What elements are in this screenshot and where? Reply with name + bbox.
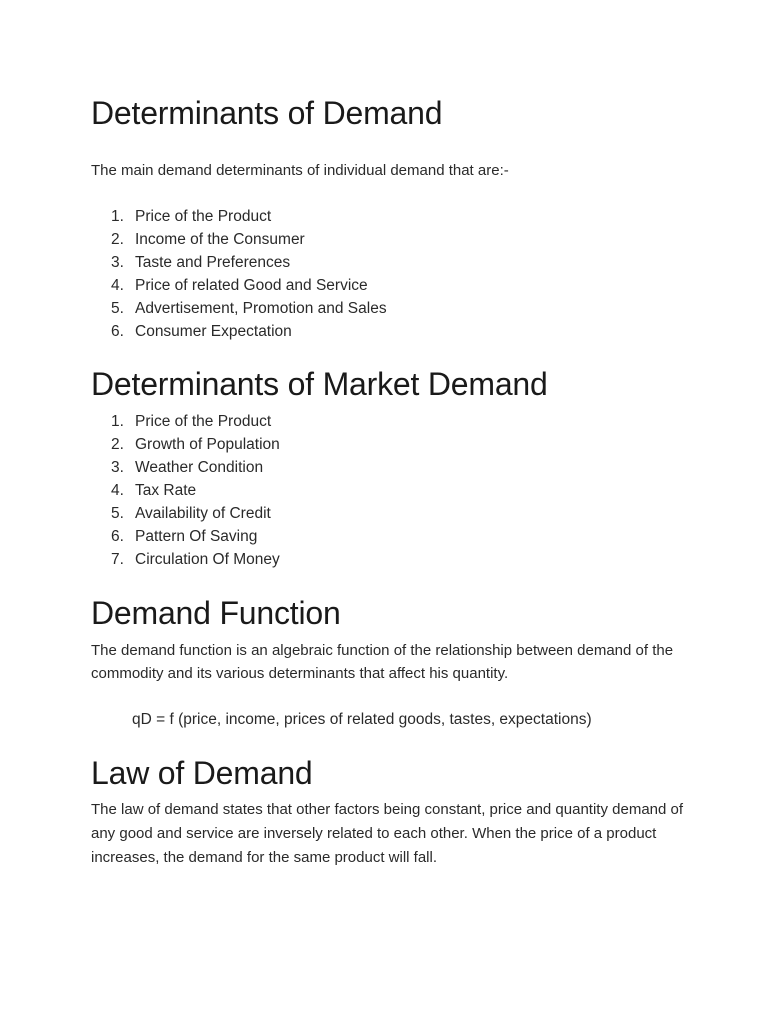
list-number: 2.: [111, 231, 124, 248]
list-item-text: Growth of Population: [135, 436, 280, 453]
list-number: 1.: [111, 208, 124, 225]
list-number: 3.: [111, 254, 124, 271]
list-number: 5.: [111, 300, 124, 317]
list-number: 5.: [111, 505, 124, 522]
list-item: [91, 251, 387, 274]
section-title-determinants-of-demand: Determinants of Demand: [91, 95, 443, 131]
list-number: 3.: [111, 459, 124, 476]
list-item-text: Price of related Good and Service: [135, 277, 368, 294]
list-item-text: Availability of Credit: [135, 505, 271, 522]
list-item: [91, 525, 280, 548]
list-item-text: Price of the Product: [135, 413, 272, 430]
list-item: [91, 548, 280, 571]
list-item: [91, 410, 280, 433]
list-number: 1.: [111, 413, 124, 430]
section-title-determinants-of-market-demand: Determinants of Market Demand: [91, 366, 548, 402]
list-item: [91, 320, 387, 343]
section-title-demand-function: Demand Function: [91, 595, 341, 631]
list-number: 4.: [111, 482, 124, 499]
list-number: 2.: [111, 436, 124, 453]
list-item: [91, 274, 387, 297]
demand-formula: qD = f (price, income, prices of related goods, tastes, expectations): [132, 711, 592, 728]
list-item-text: Advertisement, Promotion and Sales: [135, 300, 387, 317]
list-item: [91, 479, 280, 502]
list-item-text: Taste and Preferences: [135, 254, 291, 271]
list-item-text: Circulation Of Money: [135, 551, 280, 568]
list-item: [91, 433, 280, 456]
list-determinants-of-demand: [91, 205, 387, 343]
section-intro: The main demand determinants of individual demand that are:-: [91, 162, 509, 179]
list-number: 6.: [111, 528, 124, 545]
list-item: [91, 205, 387, 228]
list-number: 4.: [111, 277, 124, 294]
list-item: [91, 228, 387, 251]
list-item: [91, 297, 387, 320]
list-item-text: Price of the Product: [135, 208, 272, 225]
list-item-text: Income of the Consumer: [135, 231, 305, 248]
list-item-text: Weather Condition: [135, 459, 264, 476]
list-number: 6.: [111, 323, 124, 340]
list-determinants-of-market-demand: [91, 410, 280, 571]
list-item-text: Tax Rate: [135, 482, 197, 499]
section-body: The law of demand states that other factors being constant, price and quantity demand of any good and service are inversely related to each other. When the price of a product increases, the demand for the same product will fall.: [91, 801, 684, 866]
section-title-law-of-demand: Law of Demand: [91, 755, 313, 791]
section-body: The demand function is an algebraic function of the relationship between demand of the commodity and its various determinants that affect his quantity.: [91, 642, 674, 682]
list-number: 7.: [111, 551, 124, 568]
list-item-text: Consumer Expectation: [135, 323, 292, 340]
list-item-text: Pattern Of Saving: [135, 528, 258, 545]
list-item: [91, 456, 280, 479]
list-item: [91, 502, 280, 525]
